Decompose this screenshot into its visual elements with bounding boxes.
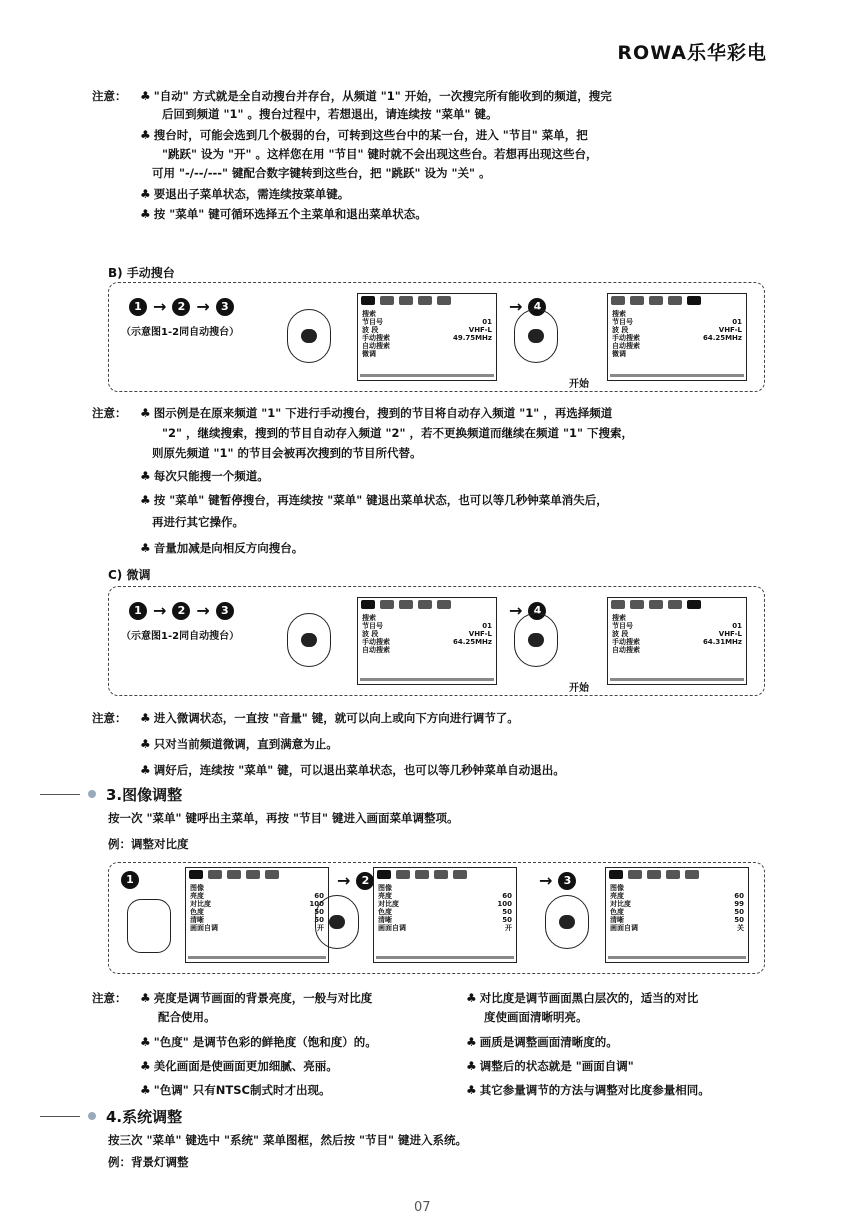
- step-sequence: 1 → 2 → 3: [129, 601, 234, 620]
- section-4-intro: 按三次 "菜单" 键选中 "系统" 菜单图框，然后按 "节目" 键进入系统。: [108, 1133, 467, 1147]
- remote-control-icon: [315, 895, 359, 949]
- auto-note-2b: "跳跃" 设为 "开" 。这样您在用 "节目" 键时就不会出现这些台。若想再出现这些台，: [162, 147, 598, 161]
- section-bullet: [88, 790, 96, 798]
- auto-note-3: ♣ 要退出子菜单状态，需连续按菜单键。: [140, 187, 350, 201]
- diagram-caption: （示意图1-2同自动搜台）: [121, 327, 240, 338]
- diagram-caption: （示意图1-2同自动搜台）: [121, 631, 240, 642]
- diagram-fine-tune: [108, 586, 765, 696]
- picture-note-left-3: ♣ 美化画面是使画面更加细腻、亮丽。: [140, 1059, 338, 1073]
- menu-screen: 搜索 节目号 01 波 段 VHF-L 手动搜索 49.75MHz 自动搜索 微调: [357, 293, 497, 381]
- manual-note-3b: 再进行其它操作。: [152, 515, 244, 529]
- manual-note-1c: 则原先频道 "1" 的节目会被再次搜到的节目所代替。: [152, 446, 422, 460]
- clover-icon: ♣: [140, 128, 151, 142]
- clover-icon: ♣: [466, 1059, 477, 1073]
- clover-icon: ♣: [140, 711, 151, 725]
- step-2: → 2: [337, 871, 374, 890]
- menu-screen: 搜索 节目号 01 波 段 VHF-L 手动搜索 64.31MHz 自动搜索: [607, 597, 747, 685]
- section-b-label: B) 手动搜台: [108, 266, 175, 280]
- section-rule: [40, 1116, 80, 1117]
- clover-icon: ♣: [466, 1035, 477, 1049]
- menu-screen: 图像 亮度 60 对比度 99 色度 50 清晰 50 画面自调 关: [605, 867, 749, 963]
- picture-note-right-4: ♣ 其它参量调节的方法与调整对比度参量相同。: [466, 1083, 710, 1097]
- auto-note-2: ♣ 搜台时，可能会选到几个极弱的台，可转到这些台中的某一台，进入 "节目" 菜单，把: [140, 128, 588, 142]
- remote-control-icon: [545, 895, 589, 949]
- auto-note-4: ♣ 按 "菜单" 键可循环选择五个主菜单和退出菜单状态。: [140, 207, 427, 221]
- auto-note-1b: 后回到频道 "1" 。搜台过程中，若想退出，请连续按 "菜单" 键。: [162, 107, 498, 121]
- section-3-intro: 按一次 "菜单" 键呼出主菜单，再按 "节目" 键进入画面菜单调整项。: [108, 811, 459, 825]
- diagram-contrast: [108, 862, 765, 974]
- remote-control-icon: [514, 309, 558, 363]
- manual-note-1: ♣ 图示例是在原来频道 "1" 下进行手动搜台，搜到的节目将自动存入频道 "1" ，再选择频道: [140, 406, 613, 420]
- picture-note-left-2: ♣ "色度" 是调节色彩的鲜艳度（饱和度）的。: [140, 1035, 377, 1049]
- section-3-example: 例：调整对比度: [108, 837, 189, 851]
- page-number: 07: [414, 1200, 431, 1215]
- clover-icon: ♣: [140, 89, 151, 103]
- note-label: 注意：: [92, 991, 127, 1005]
- section-4-title: 4.系统调整: [106, 1108, 183, 1126]
- fine-note-3: ♣ 调好后，连续按 "菜单" 键，可以退出菜单状态，也可以等几秒钟菜单自动退出。: [140, 763, 565, 777]
- section-3-title: 3.图像调整: [106, 786, 183, 804]
- menu-screen: 搜索 节目号 01 波 段 VHF-L 手动搜索 64.25MHz 自动搜索: [357, 597, 497, 685]
- section-bullet: [88, 1112, 96, 1120]
- menu-screen: 图像 亮度 60 对比度 100 色度 50 清晰 50 画面自调 开: [185, 867, 329, 963]
- brand-logo: ROWA乐华彩电: [617, 42, 767, 64]
- clover-icon: ♣: [140, 1083, 151, 1097]
- step-sequence: 1 → 2 → 3: [129, 297, 234, 316]
- manual-note-1b: "2" ，继续搜索，搜到的节目自动存入频道 "2" ，若不更换频道而继续在频道 "1" 下搜索，: [162, 426, 633, 440]
- clover-icon: ♣: [140, 406, 151, 420]
- diagram-manual-search: [108, 282, 765, 392]
- step-1: 1: [121, 871, 139, 889]
- fine-note-2: ♣ 只对当前频道微调，直到满意为止。: [140, 737, 338, 751]
- section-4-example: 例：背景灯调整: [108, 1155, 189, 1169]
- picture-note-right-1b: 度使画面清晰明亮。: [484, 1010, 588, 1024]
- clover-icon: ♣: [140, 541, 151, 555]
- clover-icon: ♣: [140, 737, 151, 751]
- hand-icon: [127, 899, 171, 953]
- manual-note-4: ♣ 音量加减是向相反方向搜台。: [140, 541, 304, 555]
- step-4: → 4: [509, 601, 546, 620]
- picture-note-left-4: ♣ "色调" 只有NTSC制式时才出现。: [140, 1083, 331, 1097]
- picture-note-left-1b: 配合使用。: [158, 1010, 216, 1024]
- step-4: → 4: [509, 297, 546, 316]
- menu-screen: 图像 亮度 60 对比度 100 色度 50 清晰 50 画面自调 开: [373, 867, 517, 963]
- note-label: 注意：: [92, 89, 127, 103]
- section-c-label: C) 微调: [108, 568, 151, 582]
- menu-screen: 搜索 节目号 01 波 段 VHF-L 手动搜索 64.25MHz 自动搜索 微调: [607, 293, 747, 381]
- clover-icon: ♣: [140, 187, 151, 201]
- clover-icon: ♣: [466, 1083, 477, 1097]
- manual-note-2: ♣ 每次只能搜一个频道。: [140, 469, 269, 483]
- remote-control-icon: [287, 613, 331, 667]
- note-label: 注意：: [92, 406, 127, 420]
- clover-icon: ♣: [140, 1035, 151, 1049]
- manual-note-3: ♣ 按 "菜单" 键暂停搜台，再连续按 "菜单" 键退出菜单状态，也可以等几秒钟菜单消失后，: [140, 493, 608, 507]
- picture-note-right-1: ♣ 对比度是调节画面黑白层次的，适当的对比: [466, 991, 699, 1005]
- clover-icon: ♣: [140, 763, 151, 777]
- auto-note-1: ♣ "自动" 方式就是全自动搜台并存台，从频道 "1" 开始，一次搜完所有能收到的频道，搜完: [140, 89, 612, 103]
- start-label: 开始: [569, 683, 589, 694]
- picture-note-right-2: ♣ 画质是调整画面清晰度的。: [466, 1035, 618, 1049]
- remote-control-icon: [514, 613, 558, 667]
- step-3: → 3: [539, 871, 576, 890]
- fine-note-1: ♣ 进入微调状态，一直按 "音量" 键，就可以向上或向下方向进行调节了。: [140, 711, 519, 725]
- clover-icon: ♣: [140, 493, 151, 507]
- picture-note-right-3: ♣ 调整后的状态就是 "画面自调": [466, 1059, 634, 1073]
- clover-icon: ♣: [140, 469, 151, 483]
- clover-icon: ♣: [140, 991, 151, 1005]
- remote-control-icon: [287, 309, 331, 363]
- clover-icon: ♣: [140, 207, 151, 221]
- start-label: 开始: [569, 379, 589, 390]
- auto-note-2c: 可用 "-/--/---" 键配合数字键转到这些台，把 "跳跃" 设为 "关" 。: [152, 166, 491, 180]
- clover-icon: ♣: [466, 991, 477, 1005]
- note-label: 注意：: [92, 711, 127, 725]
- picture-note-left-1: ♣ 亮度是调节画面的背景亮度，一般与对比度: [140, 991, 373, 1005]
- section-rule: [40, 794, 80, 795]
- clover-icon: ♣: [140, 1059, 151, 1073]
